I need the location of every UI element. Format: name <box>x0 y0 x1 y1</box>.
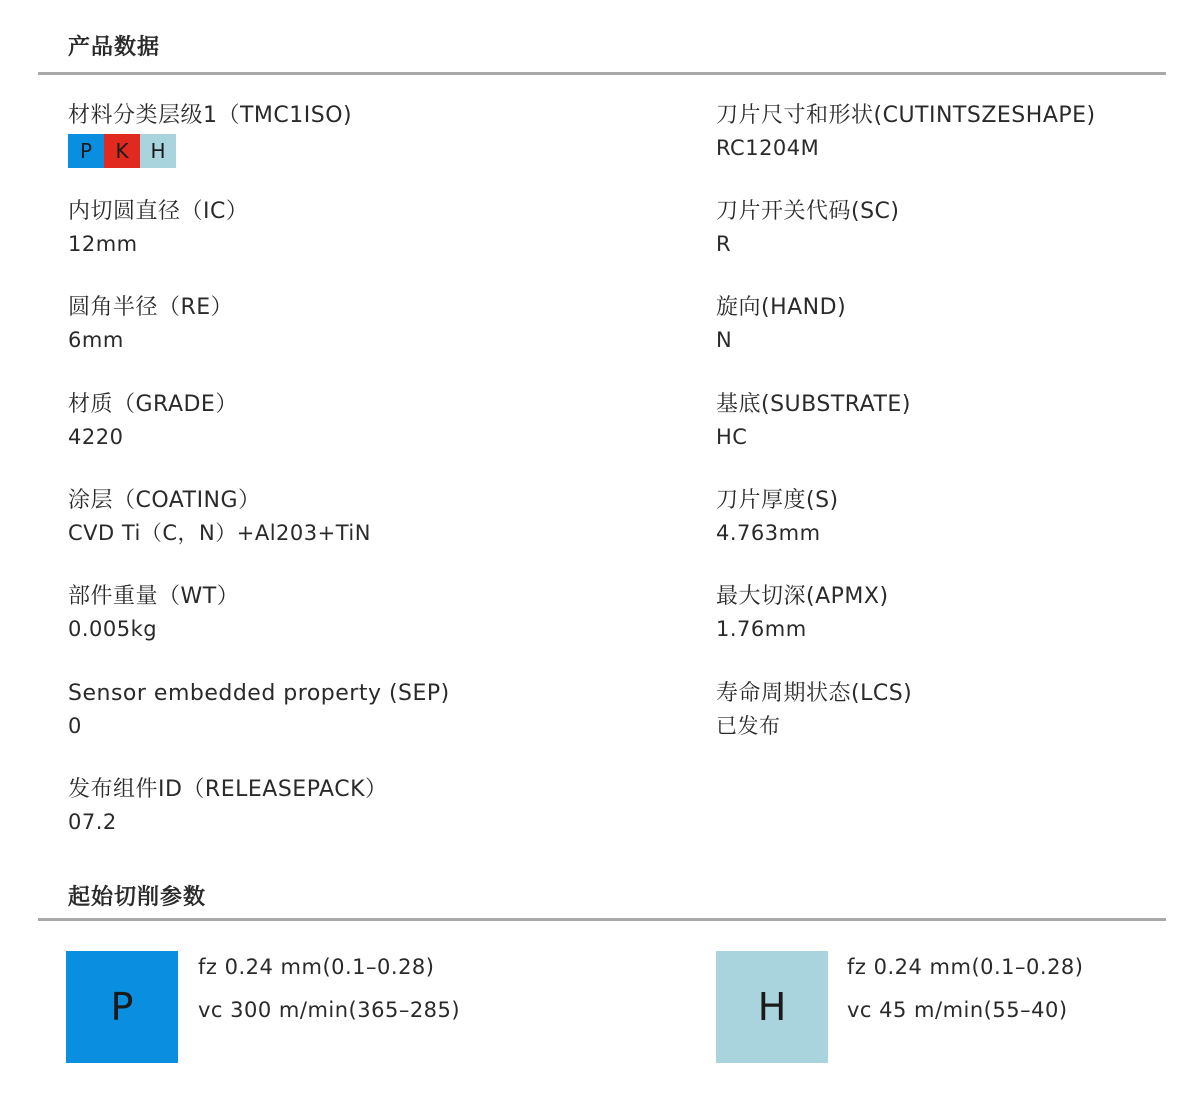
cutting-params-divider <box>38 918 1166 921</box>
cutting-p-fz: fz 0.24 mm(0.1–0.28) <box>198 955 435 979</box>
property-label: 内切圆直径（IC） <box>68 199 249 224</box>
property-value: 0 <box>68 714 82 738</box>
property-label: 最大切深(APMX) <box>716 584 889 609</box>
property-label: 材料分类层级1（TMC1ISO) <box>68 103 353 128</box>
product-data-divider <box>38 72 1166 75</box>
property-substrate <box>716 389 911 453</box>
iso-chip-p: P <box>68 134 104 168</box>
iso-chips <box>68 134 352 168</box>
cutting-params-title: 起始切削参数 <box>68 885 207 910</box>
property-label: Sensor embedded property (SEP) <box>68 681 450 706</box>
property-label: 圆角半径（RE） <box>68 295 234 320</box>
property-label: 部件重量（WT） <box>68 584 240 609</box>
property-label: 基底(SUBSTRATE) <box>716 392 911 417</box>
property-value: R <box>716 232 732 256</box>
property-sep <box>68 678 450 742</box>
cutting-h-fz: fz 0.24 mm(0.1–0.28) <box>847 955 1084 979</box>
property-cutintszeshape <box>716 100 1096 164</box>
property-s <box>716 485 839 549</box>
cutting-p-box: P <box>66 951 178 1063</box>
iso-chip-h: H <box>140 134 176 168</box>
iso-chip-k: K <box>104 134 140 168</box>
property-label: 材质（GRADE） <box>68 392 238 417</box>
cutting-h-vc: vc 45 m/min(55–40) <box>847 998 1068 1022</box>
property-releasepack <box>68 774 388 838</box>
property-value: 6mm <box>68 328 124 352</box>
cutting-h-box: H <box>716 951 828 1063</box>
property-value: RC1204M <box>716 136 820 160</box>
property-ic <box>68 196 248 260</box>
property-value: CVD Ti（C，N）+Al203+TiN <box>68 521 371 545</box>
property-wt <box>68 581 239 645</box>
property-label: 涂层（COATING） <box>68 488 261 513</box>
property-label: 刀片厚度(S) <box>716 488 839 513</box>
property-apmx <box>716 581 889 645</box>
property-label: 刀片开关代码(SC) <box>716 199 900 224</box>
property-label: 发布组件ID（RELEASEPACK） <box>68 777 388 802</box>
property-value: 12mm <box>68 232 138 256</box>
property-value: 已发布 <box>716 714 781 738</box>
product-data-title: 产品数据 <box>68 35 161 60</box>
property-re <box>68 292 233 356</box>
property-sc <box>716 196 900 260</box>
property-value: N <box>716 328 733 352</box>
cutting-p-vc: vc 300 m/min(365–285) <box>198 998 461 1022</box>
property-value: 0.005kg <box>68 617 158 641</box>
property-hand <box>716 292 846 356</box>
property-label: 刀片尺寸和形状(CUTINTSZESHAPE) <box>716 103 1096 128</box>
property-value: 1.76mm <box>716 617 807 641</box>
property-lcs <box>716 678 912 742</box>
property-value: 4.763mm <box>716 521 821 545</box>
property-tmc1iso <box>68 100 352 168</box>
property-coating <box>68 485 371 549</box>
property-value: 07.2 <box>68 810 117 834</box>
property-value: 4220 <box>68 425 124 449</box>
property-value: HC <box>716 425 748 449</box>
property-label: 旋向(HAND) <box>716 295 847 320</box>
property-grade <box>68 389 238 453</box>
property-label: 寿命周期状态(LCS) <box>716 681 913 706</box>
